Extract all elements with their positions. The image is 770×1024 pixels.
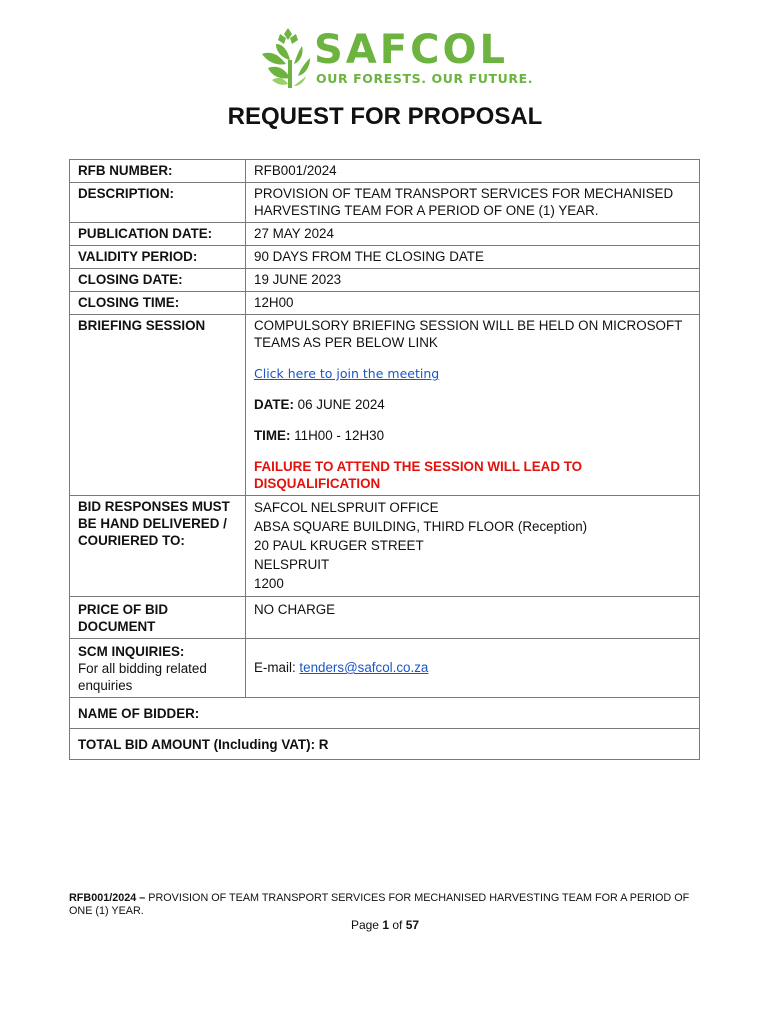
logo-tagline: OUR FORESTS. OUR FUTURE.: [316, 71, 534, 86]
footer-dash: –: [136, 892, 149, 904]
address-line: SAFCOL NELSPRUIT OFFICE: [254, 500, 439, 515]
briefing-intro: COMPULSORY BRIEFING SESSION WILL BE HELD ON MICROSOFT TEAMS AS PER BELOW LINK: [254, 318, 683, 350]
table-row: [70, 183, 700, 223]
scm-sublabel: For all bidding related enquiries: [78, 661, 207, 693]
publication-date-label: PUBLICATION DATE:: [70, 223, 246, 246]
bidder-name-label: NAME OF BIDDER:: [70, 698, 700, 729]
scm-email-cell: [246, 639, 700, 698]
price-label: PRICE OF BID DOCUMENT: [70, 597, 246, 639]
rfb-number-value: RFB001/2024: [246, 160, 700, 183]
scm-label: SCM INQUIRIES:: [78, 644, 185, 659]
table-row: [70, 698, 700, 729]
footer-text: PROVISION OF TEAM TRANSPORT SERVICES FOR MECHANISED HARVESTING TEAM FOR A PERIOD OF ONE (1) YEAR.: [69, 892, 690, 917]
delivery-address: [246, 496, 700, 597]
table-row: [70, 639, 700, 698]
address-line: ABSA SQUARE BUILDING, THIRD FLOOR (Reception): [254, 519, 588, 534]
total-bid-label: TOTAL BID AMOUNT (Including VAT): R: [70, 729, 700, 760]
page-of: of: [392, 918, 403, 932]
address-line: 1200: [254, 576, 284, 591]
table-row: [70, 269, 700, 292]
scm-label-cell: [70, 639, 246, 698]
briefing-date-label: DATE:: [254, 397, 294, 412]
table-row: [70, 223, 700, 246]
footer-rfb: RFB001/2024: [69, 892, 137, 904]
disqualification-warning: FAILURE TO ATTEND THE SESSION WILL LEAD TO DISQUALIFICATION: [254, 459, 583, 491]
briefing-session-value: [246, 315, 700, 496]
page-number: [0, 918, 770, 932]
address-line: NELSPRUIT: [254, 557, 330, 572]
closing-date-value: 19 JUNE 2023: [246, 269, 700, 292]
validity-period-label: VALIDITY PERIOD:: [70, 246, 246, 269]
table-row: [70, 246, 700, 269]
closing-time-label: CLOSING TIME:: [70, 292, 246, 315]
logo-wordmark: SAFCOL: [314, 27, 508, 73]
price-value: NO CHARGE: [246, 597, 700, 639]
publication-date-value: 27 MAY 2024: [246, 223, 700, 246]
table-row: [70, 496, 700, 597]
briefing-time: [254, 427, 691, 444]
footer-reference: [69, 892, 700, 918]
briefing-session-label: BRIEFING SESSION: [70, 315, 246, 496]
briefing-date: [254, 396, 691, 413]
briefing-time-label: TIME:: [254, 428, 291, 443]
table-row: [70, 160, 700, 183]
page-total: 57: [405, 918, 420, 932]
document-title: REQUEST FOR PROPOSAL: [227, 103, 543, 130]
briefing-time-value: 11H00 - 12H30: [294, 428, 385, 443]
description-label: DESCRIPTION:: [70, 183, 246, 223]
rfb-number-label: RFB NUMBER:: [70, 160, 246, 183]
email-label: E-mail:: [254, 660, 296, 675]
tree-leaves-icon: [258, 24, 316, 90]
page-word: Page: [350, 918, 379, 932]
description-value: PROVISION OF TEAM TRANSPORT SERVICES FOR MECHANISED HARVESTING TEAM FOR A PERIOD OF ONE (1) YEAR.: [246, 183, 700, 223]
table-row: [70, 597, 700, 639]
validity-period-value: 90 DAYS FROM THE CLOSING DATE: [246, 246, 700, 269]
address-line: 20 PAUL KRUGER STREET: [254, 538, 424, 553]
table-row: [70, 729, 700, 760]
table-row: [70, 315, 700, 496]
rfp-details-table: [69, 159, 700, 760]
closing-time-value: 12H00: [246, 292, 700, 315]
delivery-label: BID RESPONSES MUST BE HAND DELIVERED / COURIERED TO:: [70, 496, 246, 597]
join-meeting-link[interactable]: Click here to join the meeting: [254, 366, 440, 381]
page-current: 1: [382, 918, 389, 932]
email-link[interactable]: tenders@safcol.co.za: [299, 660, 429, 675]
closing-date-label: CLOSING DATE:: [70, 269, 246, 292]
safcol-logo: [258, 24, 534, 90]
table-row: [70, 292, 700, 315]
briefing-date-value: 06 JUNE 2024: [297, 397, 385, 412]
